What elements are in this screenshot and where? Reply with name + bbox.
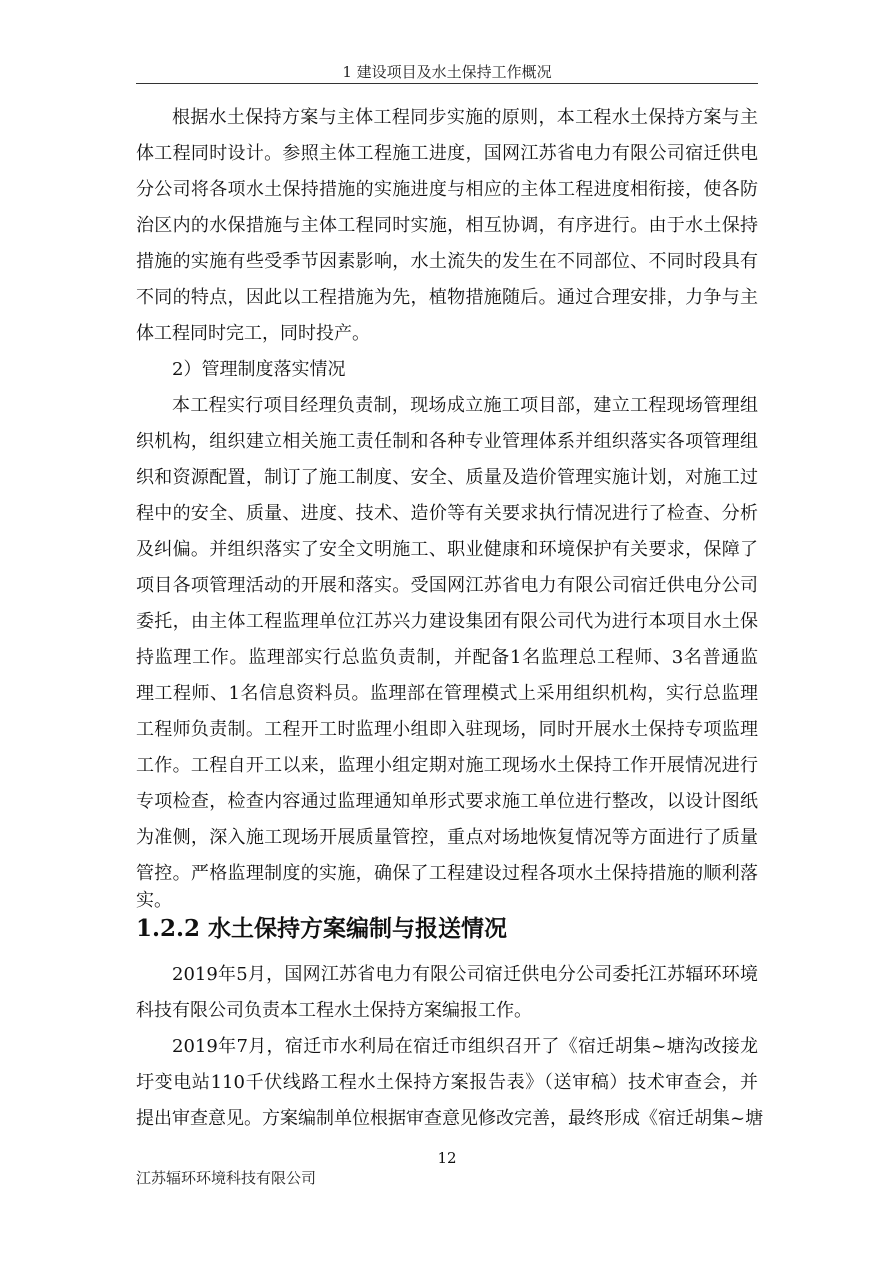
paragraph-line: 理工程师、1名信息资料员。监理部在管理模式上采用组织机构，实行总监理	[136, 683, 758, 704]
paragraph-line: 体工程同时设计。参照主体工程施工进度，国网江苏省电力有限公司宿迁供电	[136, 143, 758, 164]
subsection-title: 2）管理制度落实情况	[172, 359, 346, 380]
header-rule	[136, 83, 758, 84]
paragraph-line: 项目各项管理活动的开展和落实。受国网江苏省电力有限公司宿迁供电分公司	[136, 575, 758, 596]
paragraph-line: 措施的实施有些受季节因素影响，水土流失的发生在不同部位、不同时段具有	[136, 251, 758, 272]
paragraph-line: 程中的安全、质量、进度、技术、造价等有关要求执行情况进行了检查、分析	[136, 503, 758, 524]
paragraph-line: 专项检查，检查内容通过监理通知单形式要求施工单位进行整改，以设计图纸	[136, 791, 758, 812]
paragraph-line: 体工程同时完工，同时投产。	[136, 323, 370, 344]
paragraph-line: 不同的特点，因此以工程措施为先，植物措施随后。通过合理安排，力争与主	[136, 287, 758, 308]
paragraph-line: 根据水土保持方案与主体工程同步实施的原则，本工程水土保持方案与主	[172, 107, 758, 128]
paragraph-line: 分公司将各项水土保持措施的实施进度与相应的主体工程进度相衔接，使各防	[136, 179, 758, 200]
paragraph-line: 2019年5月，国网江苏省电力有限公司宿迁供电分公司委托江苏辐环环境	[172, 964, 758, 985]
paragraph-line: 织和资源配置，制订了施工制度、安全、质量及造价管理实施计划，对施工过	[136, 467, 758, 488]
paragraph-line: 持监理工作。监理部实行总监负责制，并配备1名监理总工程师、3名普通监	[136, 647, 758, 668]
page-number: 12	[437, 1149, 457, 1167]
paragraph-line: 实。	[136, 890, 172, 911]
paragraph-line: 本工程实行项目经理负责制，现场成立施工项目部，建立工程现场管理组	[172, 395, 758, 416]
paragraph-line: 织机构，组织建立相关施工责任制和各种专业管理体系并组织落实各项管理组	[136, 431, 758, 452]
paragraph-line: 工作。工程自开工以来，监理小组定期对施工现场水土保持工作开展情况进行	[136, 755, 758, 776]
paragraph-line: 科技有限公司负责本工程水土保持方案编报工作。	[136, 1000, 532, 1021]
paragraph-line: 提出审查意见。方案编制单位根据审查意见修改完善，最终形成《宿迁胡集~塘	[136, 1108, 764, 1129]
paragraph-line: 工程师负责制。工程开工时监理小组即入驻现场，同时开展水土保持专项监理	[136, 719, 758, 740]
section-heading: 1.2.2 水土保持方案编制与报送情况	[136, 915, 508, 942]
paragraph-line: 及纠偏。并组织落实了安全文明施工、职业健康和环境保护有关要求，保障了	[136, 539, 758, 560]
paragraph-line: 2019年7月，宿迁市水利局在宿迁市组织召开了《宿迁胡集~塘沟改接龙	[172, 1036, 758, 1057]
paragraph-line: 管控。严格监理制度的实施，确保了工程建设过程各项水土保持措施的顺利落	[136, 863, 758, 884]
running-header: 1 建设项目及水土保持工作概况	[342, 63, 552, 81]
paragraph-line: 为准侧，深入施工现场开展质量管控，重点对场地恢复情况等方面进行了质量	[136, 827, 758, 848]
company-footer: 江苏辐环环境科技有限公司	[136, 1169, 317, 1187]
paragraph-line: 圩变电站110千伏线路工程水土保持方案报告表》（送审稿）技术审查会，并	[136, 1072, 758, 1093]
paragraph-line: 治区内的水保措施与主体工程同时实施，相互协调，有序进行。由于水土保持	[136, 215, 758, 236]
paragraph-line: 委托，由主体工程监理单位江苏兴力建设集团有限公司代为进行本项目水土保	[136, 611, 758, 632]
